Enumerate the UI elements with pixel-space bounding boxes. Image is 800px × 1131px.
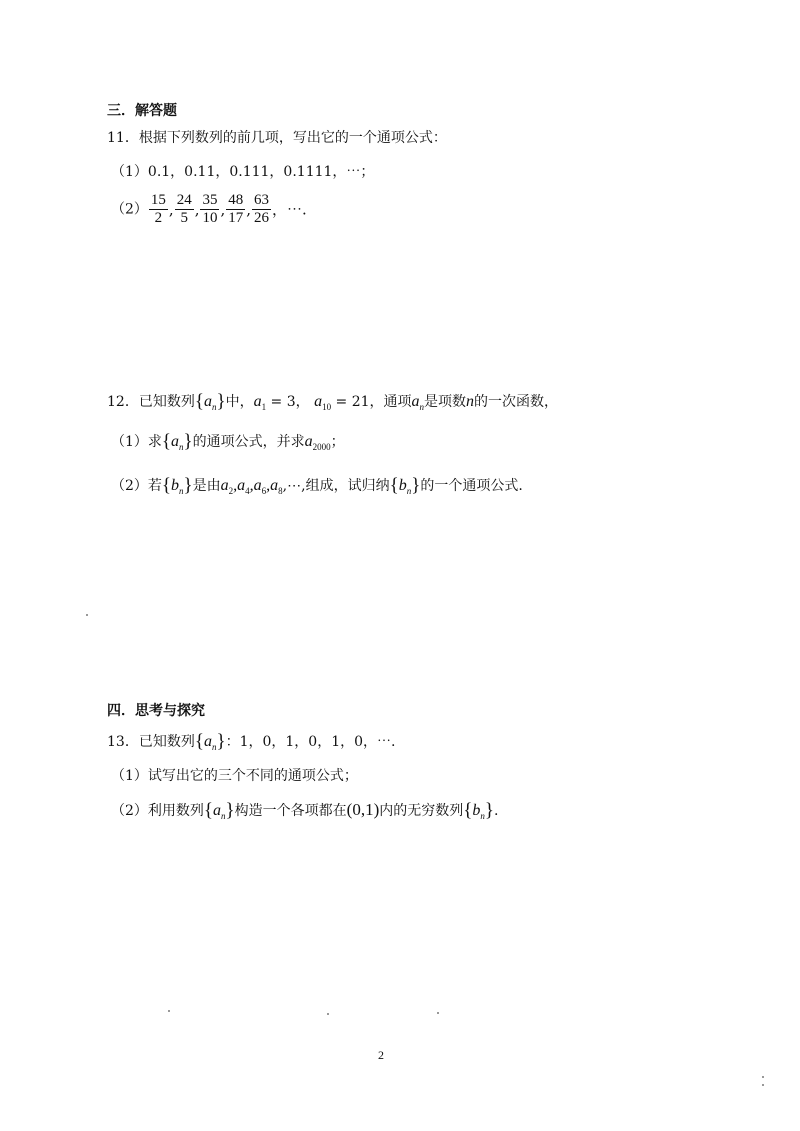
scan-speck xyxy=(762,1084,764,1086)
scan-speck xyxy=(437,1012,439,1014)
scan-speck xyxy=(86,614,88,616)
page-number: 2 xyxy=(378,1048,384,1062)
question-13-part-1 xyxy=(111,766,358,786)
question-13-part-2: （2）利用数列$\{a_n\}$构造一个各项都在(0,1)内的无穷数列$\{b_n\}$. xyxy=(111,800,499,821)
text: 的一个通项公式. xyxy=(420,478,523,494)
equation-a10: = 21， xyxy=(335,394,384,410)
numerator: 15 xyxy=(150,192,166,208)
numerator: 63 xyxy=(254,192,270,208)
numerator: 48 xyxy=(228,192,244,208)
text: 组成，试归纳 xyxy=(305,478,390,494)
interval: (0,1) xyxy=(346,800,380,819)
question-number: 12． xyxy=(107,394,139,410)
text: 利用数列 xyxy=(147,803,204,819)
scan-speck xyxy=(327,1013,329,1015)
scan-speck xyxy=(168,1010,170,1012)
text: 是项数 xyxy=(424,394,467,410)
text: 的一次函数， xyxy=(474,394,559,410)
part-label: （1） xyxy=(111,434,148,450)
part-label: （2） xyxy=(111,201,148,218)
text: 的通项公式，并求 xyxy=(192,434,305,450)
text: 求 xyxy=(147,434,162,450)
question-11-part-1 xyxy=(111,162,374,182)
fraction xyxy=(226,192,245,227)
question-12-stem: 12．已知数列$\{a_n\}$中，$a_1 = 3$， $a_{10} = 21$，通项$a_n$是项数n的一次函数， xyxy=(107,391,559,412)
question-12-part-1: （1）求$\{a_n\}$的通项公式，并求$a_{2000}$； xyxy=(111,431,345,452)
part-label: （1） xyxy=(111,164,148,180)
denominator: 10 xyxy=(202,210,218,226)
question-12-part-2: （2）若$\{b_n\}$是由$a_2,a_4,a_6,a_8,\cdots$,组成，试归纳$\{b_n\}$的一个通项公式. xyxy=(111,475,523,496)
question-number: 13． xyxy=(107,734,139,750)
scan-speck xyxy=(762,1076,764,1078)
fraction xyxy=(252,192,271,227)
section-title-4: 四．思考与探究 xyxy=(107,703,205,719)
part-label: （1） xyxy=(111,768,148,784)
fraction xyxy=(175,192,194,227)
text: 内的无穷数列 xyxy=(379,803,464,819)
text: 通项 xyxy=(383,394,412,410)
text: 试写出它的三个不同的通项公式； xyxy=(147,768,358,784)
text: . xyxy=(494,803,499,819)
text: ； xyxy=(330,434,345,450)
equation-a1: = 3， xyxy=(270,394,310,410)
question-11-part-2: （2） $\frac{15}{2}$ , $\frac{24}{5}$ , $\frac{35}{10}$ , $\frac{48}{17}$ , $\frac{63}{26}$ ，⋯. xyxy=(111,192,307,226)
question-13-stem: 13．已知数列$\{a_n\}$：1，0，1，0，1，0，⋯. xyxy=(107,731,396,752)
part-tail: ，⋯. xyxy=(272,200,307,219)
text: 中， xyxy=(225,394,254,410)
sequence: ：1，0，1，0，1，0，⋯. xyxy=(225,734,396,750)
text: 若 xyxy=(147,478,162,494)
fraction xyxy=(200,192,219,227)
numerator: 35 xyxy=(202,192,218,208)
text: 已知数列 xyxy=(138,394,195,410)
fraction xyxy=(149,192,168,227)
text: 已知数列 xyxy=(138,734,195,750)
section-title-3: 三．解答题 xyxy=(107,103,177,119)
part-text: 0.1，0.11，0.111，0.1111，⋯； xyxy=(147,164,375,180)
part-label: （2） xyxy=(111,478,148,494)
part-label: （2） xyxy=(111,803,148,819)
question-11-stem: 11．根据下列数列的前几项，写出它的一个通项公式： xyxy=(107,130,447,146)
text: 构造一个各项都在 xyxy=(234,803,347,819)
denominator: 5 xyxy=(180,210,188,226)
denominator: 26 xyxy=(254,210,270,226)
text: 是由 xyxy=(192,478,221,494)
numerator: 24 xyxy=(176,192,192,208)
text: ,⋯, xyxy=(282,478,306,494)
denominator: 17 xyxy=(228,210,244,226)
denominator: 2 xyxy=(154,210,163,226)
